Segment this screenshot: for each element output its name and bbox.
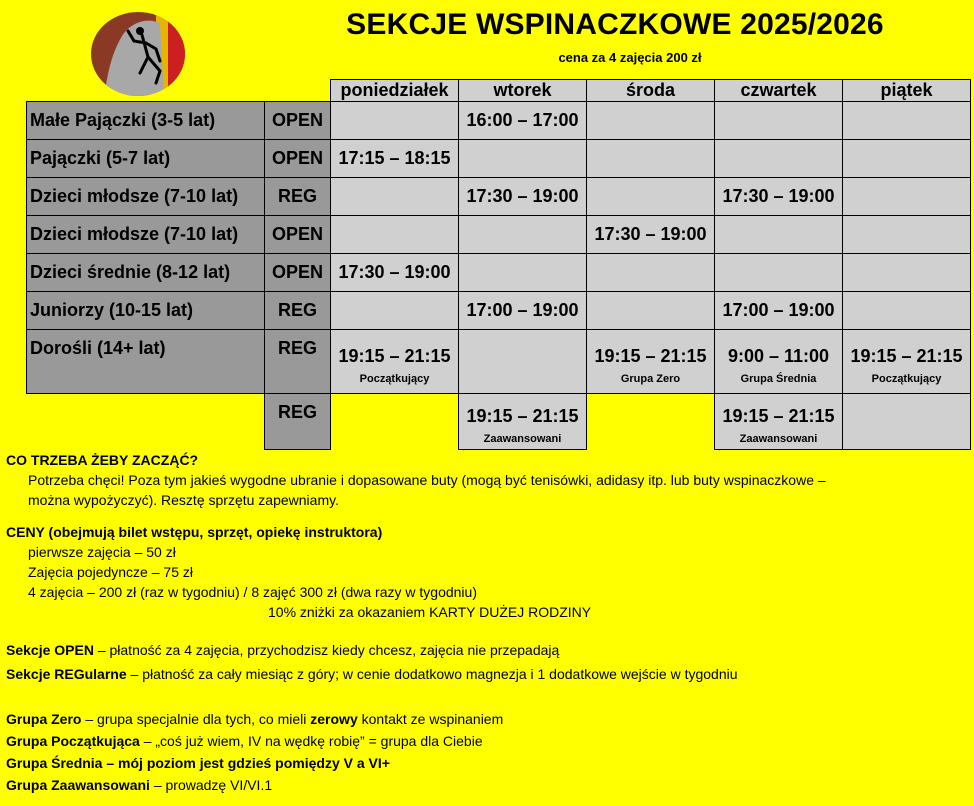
section-type: REG [265, 178, 331, 216]
schedule-cell: 17:30 – 19:00 [331, 254, 459, 292]
group-name: Małe Pajączki (3-5 lat) [27, 102, 265, 140]
schedule-cell: 17:00 – 19:00 [459, 292, 587, 330]
schedule-cell [843, 140, 971, 178]
schedule-cell [587, 140, 715, 178]
schedule-cell [587, 292, 715, 330]
schedule-cell [843, 292, 971, 330]
table-row [27, 140, 971, 178]
schedule-table [26, 79, 971, 450]
section-reg-line: Sekcje REGularne – płatność za cały miesiąc z góry; w cenie dodatkowo magnezja i 1 dodatkowe wejście w tygodniu [6, 666, 738, 682]
table-row [27, 292, 971, 330]
day-header-row [27, 80, 971, 102]
schedule-cell [331, 178, 459, 216]
section-type: REG [265, 394, 331, 450]
schedule-cell [331, 292, 459, 330]
schedule-cell [459, 330, 587, 394]
schedule-cell [843, 254, 971, 292]
section-type: OPEN [265, 254, 331, 292]
schedule-cell [715, 254, 843, 292]
schedule-cell: 17:30 – 19:00 [587, 216, 715, 254]
group-beginner-line: Grupa Początkująca – „coś już wiem, IV na wędkę robię” = grupa dla Ciebie [6, 733, 483, 749]
schedule-cell [331, 102, 459, 140]
table-row [27, 394, 971, 450]
section-type: REG [265, 330, 331, 394]
table-row [27, 178, 971, 216]
section-type: REG [265, 292, 331, 330]
prices-section [6, 522, 591, 622]
day-header: środa [587, 80, 715, 102]
schedule-cell: 17:30 – 19:00 [715, 178, 843, 216]
group-zero-line: Grupa Zero – grupa specjalnie dla tych, co mieli zerowy kontakt ze wspinaniem [6, 711, 504, 727]
schedule-cell [587, 254, 715, 292]
schedule-cell: 19:15 – 21:15 Zaawansowani [715, 394, 843, 450]
section-type: OPEN [265, 140, 331, 178]
schedule-cell [459, 140, 587, 178]
schedule-cell: 19:15 – 21:15 Początkujący [843, 330, 971, 394]
schedule-cell: 19:15 – 21:15 Grupa Zero [587, 330, 715, 394]
group-name: Pajączki (5-7 lat) [27, 140, 265, 178]
schedule-cell [587, 102, 715, 140]
schedule-cell [715, 102, 843, 140]
table-row [27, 216, 971, 254]
price-item: Zajęcia pojedyncze – 75 zł [28, 564, 193, 580]
schedule-cell: 17:30 – 19:00 [459, 178, 587, 216]
schedule-cell: 19:15 – 21:15 Zaawansowani [459, 394, 587, 450]
price-item: 4 zajęcia – 200 zł (raz w tygodniu) / 8 zajęć 300 zł (dwa razy w tygodniu) [28, 584, 477, 600]
schedule-cell [459, 254, 587, 292]
section-types [6, 640, 738, 684]
group-name: Dzieci średnie (8-12 lat) [27, 254, 265, 292]
start-text: można wypożyczyć). Resztę sprzętu zapewniamy. [28, 492, 339, 508]
prices-heading: CENY (obejmują bilet wstępu, sprzęt, opiekę instruktora) [6, 524, 383, 540]
discount-note: 10% zniżki za okazaniem KARTY DUŻEJ RODZINY [268, 604, 592, 620]
start-section [6, 450, 826, 510]
schedule-cell: 17:00 – 19:00 [715, 292, 843, 330]
group-name: Juniorzy (10-15 lat) [27, 292, 265, 330]
section-type: OPEN [265, 102, 331, 140]
table-row [27, 254, 971, 292]
group-intermediate-line: Grupa Średnia – mój poziom jest gdzieś pomiędzy V a VI+ [6, 755, 390, 771]
schedule-cell [587, 178, 715, 216]
price-item: pierwsze zajęcia – 50 zł [28, 544, 176, 560]
schedule-cell: 19:15 – 21:15 Początkujący [331, 330, 459, 394]
start-text: Potrzeba chęci! Poza tym jakieś wygodne ubranie i dopasowane buty (mogą być tenisówki, adidasy itp. lub buty wspinaczkowe – [28, 472, 826, 488]
schedule-cell [331, 216, 459, 254]
day-header: wtorek [459, 80, 587, 102]
day-header: poniedziałek [331, 80, 459, 102]
table-row [27, 330, 971, 394]
table-row [27, 102, 971, 140]
group-name: Dzieci młodsze (7-10 lat) [27, 178, 265, 216]
schedule-cell [843, 178, 971, 216]
schedule-cell [587, 394, 715, 450]
schedule-cell [843, 394, 971, 450]
page-title: SEKCJE WSPINACZKOWE 2025/2026 [346, 8, 884, 41]
schedule-cell [843, 102, 971, 140]
section-type: OPEN [265, 216, 331, 254]
schedule-cell: 16:00 – 17:00 [459, 102, 587, 140]
day-header: czwartek [715, 80, 843, 102]
schedule-cell [715, 140, 843, 178]
start-heading: CO TRZEBA ŻEBY ZACZĄĆ? [6, 452, 199, 468]
schedule-cell [715, 216, 843, 254]
group-name: Dzieci młodsze (7-10 lat) [27, 216, 265, 254]
groups-section [6, 708, 503, 796]
section-open-line: Sekcje OPEN – płatność za 4 zajęcia, przychodzisz kiedy chcesz, zajęcia nie przepadają [6, 642, 560, 658]
group-advanced-line: Grupa Zaawansowani – prowadzę VI/VI.1 [6, 777, 273, 793]
group-name: Dorośli (14+ lat) [27, 330, 265, 394]
schedule-cell [459, 216, 587, 254]
schedule-cell: 17:15 – 18:15 [331, 140, 459, 178]
schedule-cell: 9:00 – 11:00 Grupa Średnia [715, 330, 843, 394]
price-subtitle: cena za 4 zajęcia 200 zł [558, 50, 702, 65]
schedule-cell [331, 394, 459, 450]
day-header: piątek [843, 80, 971, 102]
schedule-cell [843, 216, 971, 254]
